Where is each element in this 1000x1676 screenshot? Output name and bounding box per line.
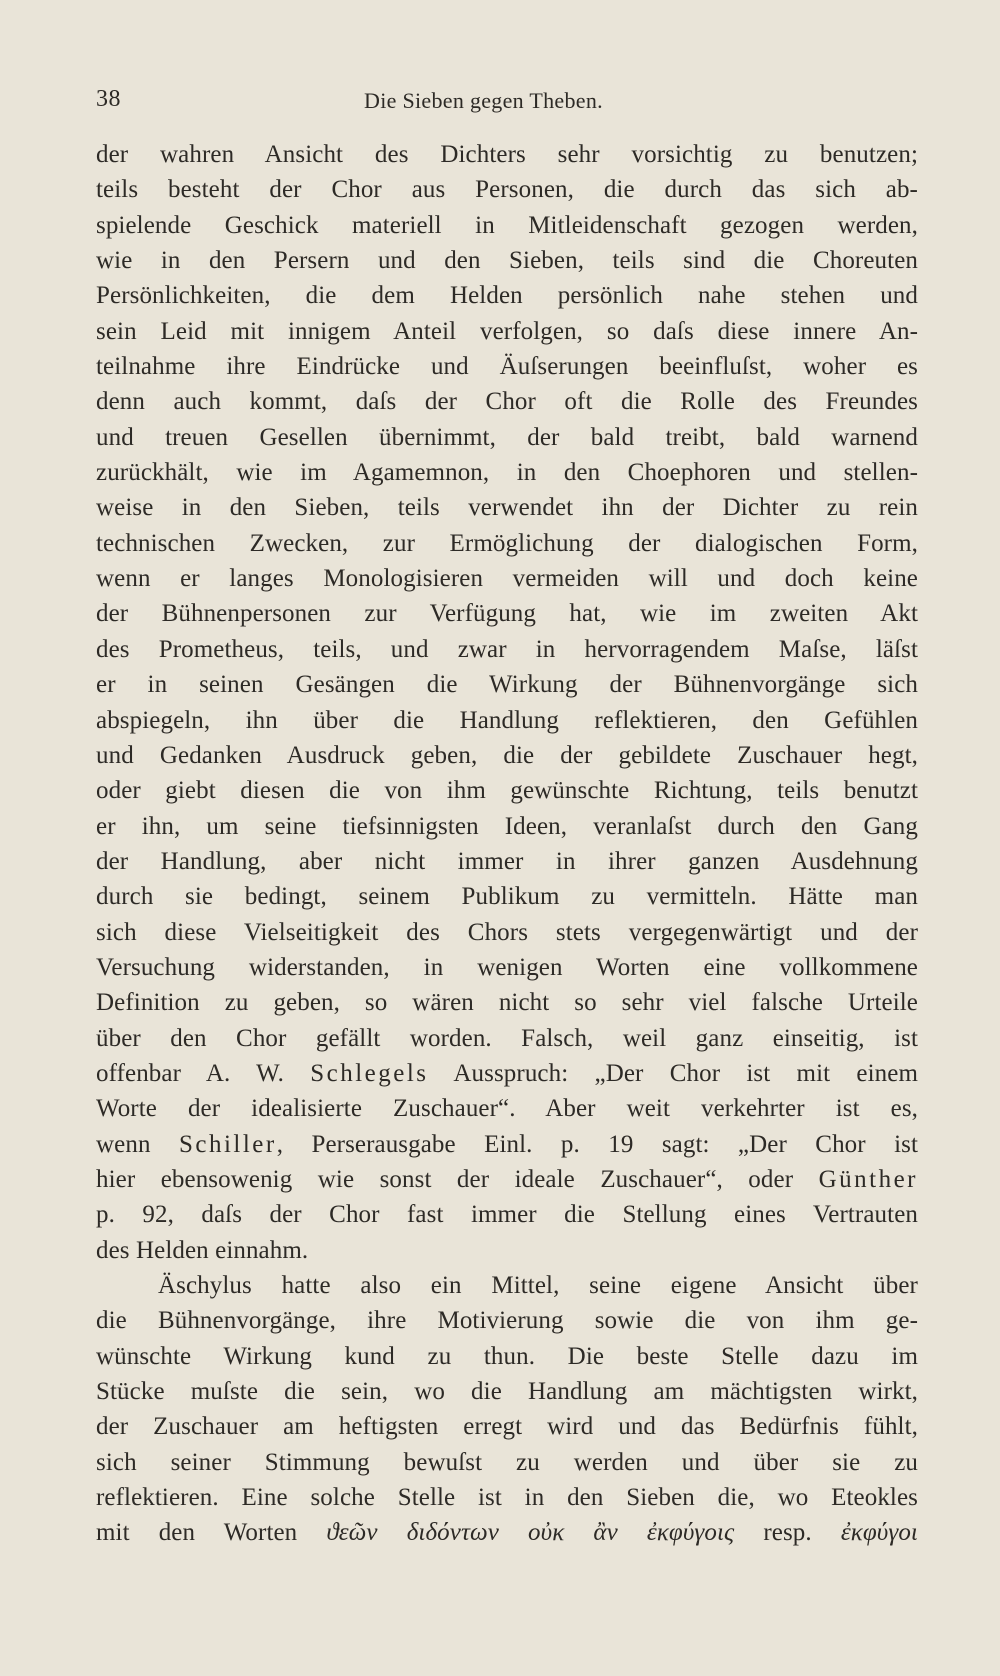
text-line: Stücke muſste die sein, wo die Handlung am mächtigsten wirkt, xyxy=(96,1378,918,1406)
text-run: resp. xyxy=(734,1519,841,1547)
text-line: wünschte Wirkung kund zu thun. Die beste Stelle dazu im xyxy=(96,1342,918,1370)
page-header xyxy=(96,86,918,122)
text-line: der wahren Ansicht des Dichters sehr vorsichtig zu benutzen; xyxy=(96,141,918,168)
text-line: der Bühnenpersonen zur Verfügung hat, wie im zweiten Akt xyxy=(96,600,918,628)
text-line: des Helden einnahm. xyxy=(96,1236,309,1264)
text-line: sein Leid mit innigem Anteil verfolgen, so daſs diese innere An- xyxy=(96,317,918,345)
text-line: des Prometheus, teils, und zwar in hervorragendem Maſse, läſst xyxy=(96,635,918,663)
text-run: Ausspruch: „Der Chor ist mit einem xyxy=(428,1059,918,1087)
text-line: zurückhält, wie im Agamemnon, in den Choephoren und stellen- xyxy=(96,459,918,487)
text-line xyxy=(96,1162,918,1197)
spaced-name-schlegel: Schlegels xyxy=(310,1059,429,1087)
body-text xyxy=(96,137,918,1551)
text-line: der Handlung, aber nicht immer in ihrer ganzen Ausdehnung xyxy=(96,847,918,875)
text-line: Worte der idealisierte Zuschauer“. Aber weit verkehrter ist es, xyxy=(96,1095,918,1123)
text-line: und Gedanken Ausdruck geben, die der gebildete Zuschauer hegt, xyxy=(96,741,918,769)
text-line: weise in den Sieben, teils verwendet ihn der Dichter zu rein xyxy=(96,494,918,522)
text-run: mit den Worten xyxy=(96,1519,327,1547)
text-line: spielende Geschick materiell in Mitleidenschaft gezogen werden, xyxy=(96,211,918,239)
text-line: sich diese Vielseitigkeit des Chors stets vergegenwärtigt und der xyxy=(96,918,918,946)
text-line: abspiegeln, ihn über die Handlung reflektieren, den Gefühlen xyxy=(96,706,918,734)
text-line: p. 92, daſs der Chor fast immer die Stellung eines Vertrauten xyxy=(96,1201,918,1229)
spaced-name-schiller: Schiller xyxy=(178,1130,277,1158)
text-line: Definition zu geben, so wären nicht so sehr viel falsche Urteile xyxy=(96,989,918,1017)
spaced-name-guenther: Günther xyxy=(818,1165,918,1193)
text-line xyxy=(96,1127,918,1162)
page-number: 38 xyxy=(96,86,121,112)
text-line: der Zuschauer am heftigsten erregt wird und das Bedürfnis fühlt, xyxy=(96,1413,918,1441)
text-run: , Perserausgabe Einl. p. 19 sagt: „Der Chor ist xyxy=(276,1130,918,1158)
text-line: er ihn, um seine tiefsinnigsten Ideen, veranlaſst durch den Gang xyxy=(96,812,918,840)
greek-word: ἐκφύγοι xyxy=(840,1519,918,1547)
text-line: teils besteht der Chor aus Personen, die durch das sich ab- xyxy=(96,176,918,204)
text-line: reflektieren. Eine solche Stelle ist in den Sieben die, wo Eteokles xyxy=(96,1484,918,1512)
text-line: er in seinen Gesängen die Wirkung der Bühnenvorgänge sich xyxy=(96,671,918,699)
text-line: Versuchung widerstanden, in wenigen Worten eine vollkommene xyxy=(96,953,918,981)
running-title: Die Sieben gegen Theben. xyxy=(364,88,603,113)
text-line: sich seiner Stimmung bewuſst zu werden und über sie zu xyxy=(96,1448,918,1476)
text-line: technischen Zwecken, zur Ermöglichung der dialogischen Form, xyxy=(96,529,918,557)
text-line: oder giebt diesen die von ihm gewünschte Richtung, teils benutzt xyxy=(96,777,918,805)
text-line: und treuen Gesellen übernimmt, der bald treibt, bald warnend xyxy=(96,423,918,451)
text-line: wenn er langes Monologisieren vermeiden will und doch keine xyxy=(96,565,918,593)
paragraph-first-line: Äschylus hatte also ein Mittel, seine eigene Ansicht über xyxy=(158,1272,918,1299)
text-line: über den Chor gefällt worden. Falsch, weil ganz einseitig, ist xyxy=(96,1024,918,1052)
text-line: wie in den Persern und den Sieben, teils sind die Choreuten xyxy=(96,247,918,275)
greek-quote: ϑεῶν διδόντων οὐκ ἂν ἐκφύγοις xyxy=(326,1519,735,1547)
text-line: die Bühnenvorgänge, ihre Motivierung sowie die von ihm ge- xyxy=(96,1307,918,1335)
text-line: Persönlichkeiten, die dem Helden persönlich nahe stehen und xyxy=(96,282,918,310)
text-run: wenn xyxy=(96,1130,179,1158)
text-line: denn auch kommt, daſs der Chor oft die Rolle des Freundes xyxy=(96,388,918,416)
text-line: durch sie bedingt, seinem Publikum zu vermitteln. Hätte man xyxy=(96,883,918,911)
text-run: offenbar A. W. xyxy=(96,1059,311,1087)
text-run: hier ebensowenig wie sonst der ideale Zuschauer“, oder xyxy=(96,1165,819,1193)
text-line xyxy=(96,1056,918,1091)
text-line xyxy=(96,1515,918,1550)
text-line: teilnahme ihre Eindrücke und Äuſserungen beeinfluſst, woher es xyxy=(96,353,918,381)
